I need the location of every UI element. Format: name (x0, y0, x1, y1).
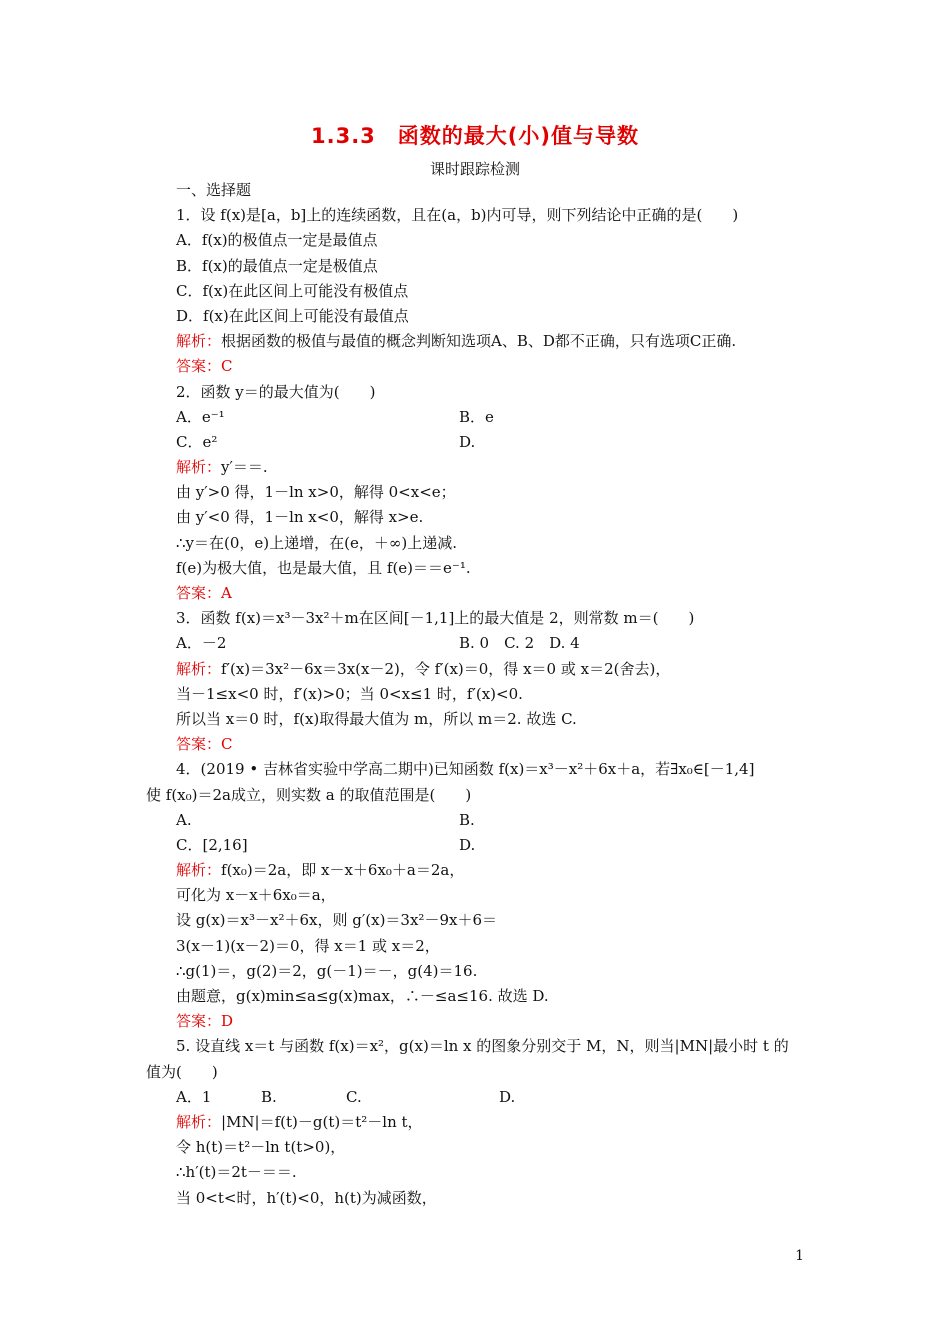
q3-answer (146, 732, 806, 757)
q2-analysis-line: f(e)为极大值，也是最大值，且 f(e)＝＝e⁻¹. (176, 558, 471, 577)
answer-value: D (221, 1012, 234, 1031)
q1-option-c: C．f(x)在此区间上可能没有极值点 (176, 281, 409, 300)
q4-analysis-line: 3(x－1)(x－2)＝0，得 x＝1 或 x＝2， (176, 936, 440, 955)
q2-analysis-line: 由 y′>0 得，1－ln x>0，解得 0<x<e； (176, 483, 456, 502)
analysis-label: 解析： (176, 332, 222, 351)
q2-options-row2 (146, 430, 806, 455)
answer-value: A (221, 584, 232, 602)
q4-analysis-line: 由题意，g(x)min≤a≤g(x)max，∴－≤a≤16. 故选 D. (176, 987, 549, 1005)
q3-analysis (146, 657, 806, 682)
q2-option-d: D. (459, 432, 476, 451)
answer-value: C (221, 357, 233, 376)
page-subtitle: 课时跟踪检测 (429, 160, 520, 178)
q3-analysis-line: 所以当 x＝0 时，f(x)取得最大值为 m，所以 m＝2. 故选 C. (176, 709, 577, 728)
q5-analysis-line: 当 0<t<时，h′(t)<0，h(t)为减函数， (176, 1188, 437, 1207)
q1-option-b: B．f(x)的最值点一定是极值点 (176, 256, 378, 275)
analysis-label: 解析： (176, 659, 222, 678)
q2-analysis-line: ∴y＝在(0，e)上递增，在(e，＋∞)上递减. (176, 533, 457, 552)
q4-stem-cont: 使 f(x₀)＝2a成立，则实数 a 的取值范围是( ) (146, 785, 472, 804)
q5-option-a: A．1 (176, 1087, 212, 1106)
answer-label: 答案： (176, 357, 222, 376)
q2-stem: 2．函数 y＝的最大值为( ) (176, 382, 376, 401)
q4-analysis-line: ∴g(1)＝，g(2)＝2，g(－1)＝－，g(4)＝16. (176, 961, 478, 980)
section-heading: 一、选择题 (176, 181, 252, 199)
answer-value: C (221, 735, 233, 754)
q4-option-c: C．[2,16] (176, 835, 248, 854)
q1-option-a: A．f(x)的极值点一定是最值点 (176, 231, 378, 250)
q4-options-row2 (146, 833, 806, 858)
q5-option-c: C. (346, 1087, 362, 1106)
q3-stem: 3．函数 f(x)＝x³－3x²＋m在区间[－1,1]上的最大值是 2，则常数 m＝( ) (176, 609, 695, 628)
page-number: 1 (795, 1248, 804, 1264)
q4-analysis-line: 设 g(x)＝x³－x²＋6x，则 g′(x)＝3x²－9x＋6＝ (176, 911, 497, 930)
document-body (146, 178, 806, 1211)
q3-options-row (146, 631, 806, 656)
q4-option-d: D. (459, 835, 476, 854)
q4-option-a: A. (176, 810, 192, 829)
q4-option-b: B. (459, 810, 475, 829)
analysis-text: f(x₀)＝2a，即 x－x＋6x₀＋a＝2a， (221, 861, 465, 880)
q2-analysis-line: 由 y′<0 得，1－ln x<0，解得 x>e. (176, 508, 424, 527)
q1-analysis (146, 329, 806, 354)
q3-option-bcd: B. 0 C. 2 D. 4 (459, 634, 580, 653)
q3-option-a: A．－2 (176, 634, 227, 653)
analysis-label: 解析： (176, 458, 222, 477)
q4-analysis (146, 858, 806, 883)
q5-analysis (146, 1110, 806, 1135)
answer-label: 答案： (176, 1012, 222, 1031)
analysis-label: 解析： (176, 1112, 222, 1131)
q1-option-d: D．f(x)在此区间上可能没有最值点 (176, 306, 409, 325)
q5-analysis-line: ∴h′(t)＝2t－＝＝. (176, 1163, 297, 1182)
q2-analysis (146, 455, 806, 480)
q5-analysis-line: 令 h(t)＝t²－ln t(t>0)， (176, 1138, 346, 1157)
q2-option-a: A．e⁻¹ (176, 407, 225, 426)
analysis-text: f′(x)＝3x²－6x＝3x(x－2)，令 f′(x)＝0，得 x＝0 或 x＝2(舍去)， (221, 659, 671, 678)
answer-label: 答案： (176, 584, 222, 602)
q2-options-row1 (146, 405, 806, 430)
q4-stem: 4．(2019 • 吉林省实验中学高二期中)已知函数 f(x)＝x³－x²＋6x＋a，若∃x₀∈[－1,4] (176, 760, 755, 779)
q4-answer (146, 1009, 806, 1034)
q4-options-row1 (146, 808, 806, 833)
q5-stem-cont: 值为( ) (146, 1062, 218, 1081)
q5-option-b: B. (261, 1087, 277, 1106)
page-title: 1.3.3 函数的最大(小)值与导数 (311, 124, 639, 148)
q2-answer (146, 581, 806, 606)
analysis-label: 解析： (176, 861, 222, 880)
q5-options-row (146, 1085, 806, 1110)
q3-analysis-line: 当－1≤x<0 时，f′(x)>0；当 0<x≤1 时，f′(x)<0. (176, 684, 523, 703)
analysis-text: |MN|＝f(t)－g(t)＝t²－ln t， (221, 1112, 423, 1131)
q4-analysis-line: 可化为 x－x＋6x₀＝a， (176, 886, 336, 905)
q5-stem: 5. 设直线 x＝t 与函数 f(x)＝x²，g(x)＝ln x 的图象分别交于 M，N，则当|MN|最小时 t 的 (176, 1037, 789, 1056)
q5-option-d: D. (499, 1087, 516, 1106)
q2-option-b: B．e (459, 407, 494, 426)
q2-option-c: C．e² (176, 432, 218, 451)
analysis-text: 根据函数的极值与最值的概念判断知选项A、B、D都不正确，只有选项C正确. (221, 332, 737, 351)
q1-stem: 1．设 f(x)是[a，b]上的连续函数，且在(a，b)内可导，则下列结论中正确的是( ) (176, 206, 739, 225)
q1-answer (146, 354, 806, 379)
analysis-text: y′＝＝. (221, 458, 268, 477)
answer-label: 答案： (176, 735, 222, 754)
